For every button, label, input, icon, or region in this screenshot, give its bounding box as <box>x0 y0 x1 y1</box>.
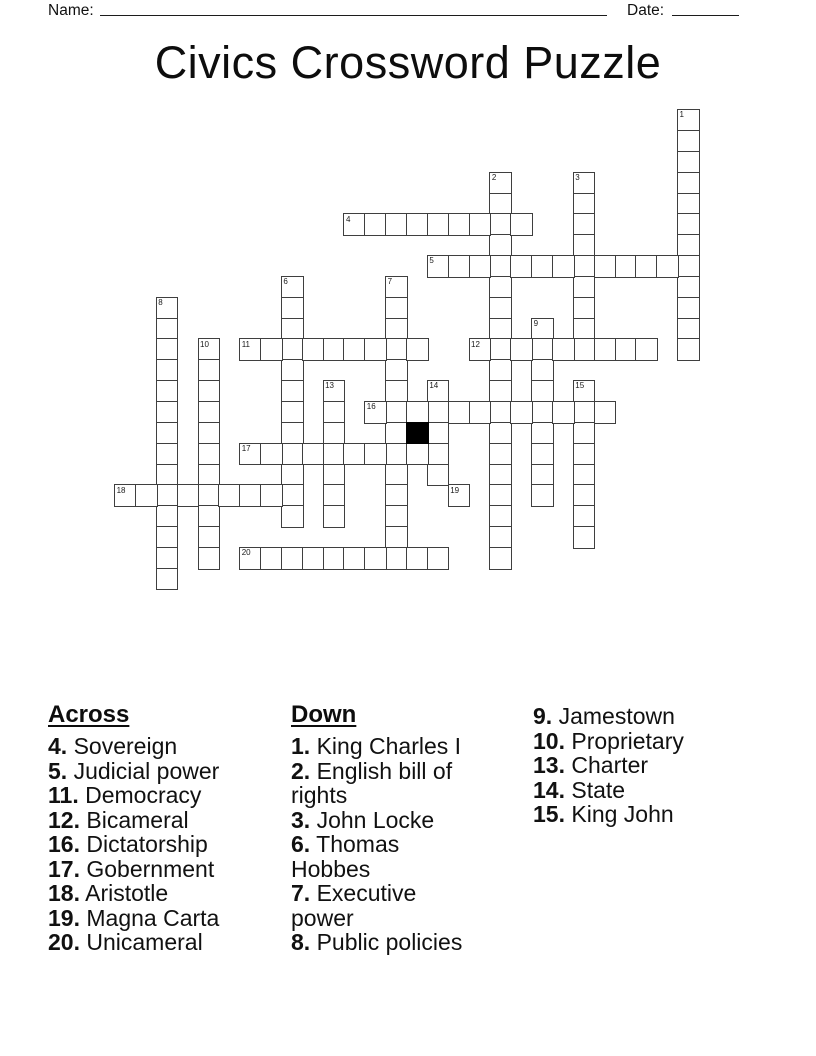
grid-cell[interactable] <box>239 484 262 507</box>
grid-cell[interactable] <box>156 547 179 570</box>
grid-cell[interactable] <box>385 380 408 403</box>
clue-text: Thomas <box>316 831 400 857</box>
grid-cell[interactable] <box>552 338 575 361</box>
grid-cell[interactable] <box>448 213 471 236</box>
cell-number: 10 <box>200 339 209 349</box>
grid-cell[interactable] <box>448 255 471 278</box>
clue-item <box>48 832 280 857</box>
grid-cell[interactable] <box>677 297 700 320</box>
clue-item <box>533 778 763 803</box>
grid-cell[interactable] <box>385 213 408 236</box>
grid-cell[interactable] <box>385 526 408 549</box>
grid-cell[interactable] <box>281 401 304 424</box>
across-heading: Across <box>48 701 130 728</box>
grid-cell[interactable] <box>594 338 617 361</box>
grid-cell[interactable] <box>343 547 366 570</box>
grid-cell[interactable] <box>573 338 596 361</box>
grid-cell[interactable] <box>677 255 700 278</box>
clue-text-continued: power <box>291 904 354 931</box>
grid-cell[interactable] <box>489 359 512 382</box>
clue-number: 12. <box>48 806 80 833</box>
clue-text: Public policies <box>316 929 463 955</box>
clue-item <box>291 832 483 881</box>
grid-cell[interactable] <box>531 401 554 424</box>
clue-item <box>291 930 483 955</box>
grid-cell[interactable] <box>323 464 346 487</box>
cell-number: 2 <box>491 172 497 182</box>
grid-cell[interactable] <box>677 276 700 299</box>
grid-cell[interactable] <box>531 443 554 466</box>
name-label: Name: <box>48 2 94 19</box>
grid-cell[interactable] <box>677 151 700 174</box>
grid-cell[interactable] <box>677 318 700 341</box>
grid-cell[interactable] <box>489 255 512 278</box>
grid-cell[interactable] <box>427 464 450 487</box>
clue-number: 19. <box>48 904 80 931</box>
grid-cell[interactable] <box>489 380 512 403</box>
grid-cell[interactable] <box>469 401 492 424</box>
cell-number: 9 <box>533 318 539 328</box>
grid-cell[interactable] <box>343 338 366 361</box>
grid-cell[interactable] <box>427 401 450 424</box>
grid-cell[interactable] <box>302 443 325 466</box>
grid-cell[interactable] <box>635 255 658 278</box>
grid-cell[interactable] <box>615 255 638 278</box>
clue-number: 14. <box>533 776 565 803</box>
clue-text: Judicial power <box>73 757 220 784</box>
grid-cell[interactable] <box>177 484 200 507</box>
grid-cell[interactable] <box>427 443 450 466</box>
clue-item <box>533 704 763 729</box>
grid-cell[interactable] <box>135 484 158 507</box>
clue-text: English bill of <box>316 757 453 784</box>
clue-item <box>291 881 483 930</box>
grid-cell[interactable] <box>323 422 346 445</box>
grid-cell[interactable] <box>385 484 408 507</box>
clue-number: 5. <box>48 757 68 784</box>
clue-item <box>533 802 763 827</box>
grid-cell[interactable] <box>156 568 179 591</box>
grid-cell[interactable] <box>594 255 617 278</box>
grid-cell[interactable] <box>385 297 408 320</box>
clue-number: 16. <box>48 831 80 857</box>
cell-number: 5 <box>429 256 434 266</box>
clue-number: 7. <box>291 880 311 906</box>
grid-cell[interactable] <box>594 401 617 424</box>
grid-cell[interactable] <box>489 443 512 466</box>
clue-item <box>48 906 280 931</box>
grid-cell[interactable] <box>156 318 179 341</box>
grid-cell[interactable] <box>281 422 304 445</box>
grid-cell[interactable] <box>156 464 179 487</box>
grid-cell[interactable] <box>531 484 554 507</box>
cell-number: 14 <box>429 381 439 391</box>
grid-cell[interactable] <box>406 443 429 466</box>
clue-item <box>48 783 280 808</box>
clue-text: Bicameral <box>86 806 189 833</box>
grid-cell[interactable] <box>489 464 512 487</box>
grid-cell[interactable] <box>489 213 512 236</box>
clue-number: 6. <box>291 831 311 857</box>
grid-cell[interactable] <box>489 234 512 257</box>
grid-cell[interactable] <box>573 401 596 424</box>
grid-cell[interactable] <box>198 547 221 570</box>
grid-cell[interactable] <box>573 526 596 549</box>
grid-cell[interactable] <box>385 505 408 528</box>
grid-cell[interactable] <box>198 484 221 507</box>
cell-number: 4 <box>345 214 351 224</box>
clue-number: 10. <box>533 727 565 754</box>
grid-cell[interactable] <box>198 422 221 445</box>
grid-cell[interactable] <box>489 484 512 507</box>
page-title: Civics Crossword Puzzle <box>154 37 662 88</box>
grid-cell[interactable] <box>656 255 679 278</box>
grid-cell[interactable] <box>198 443 221 466</box>
cell-number: 12 <box>471 339 480 349</box>
grid-cell[interactable] <box>281 359 304 382</box>
grid-cell[interactable] <box>260 338 283 361</box>
grid-cell[interactable] <box>489 318 512 341</box>
grid-cell[interactable] <box>156 484 179 507</box>
clue-number: 17. <box>48 855 80 882</box>
grid-cell[interactable] <box>531 464 554 487</box>
cell-number: 19 <box>450 485 460 495</box>
cell-number: 16 <box>366 402 376 412</box>
grid-cell[interactable] <box>510 255 533 278</box>
clue-text: Jamestown <box>558 703 675 729</box>
grid-cell[interactable] <box>406 213 429 236</box>
grid-cell[interactable] <box>677 193 700 216</box>
grid-cell[interactable] <box>385 464 408 487</box>
cell-number: 15 <box>575 381 585 391</box>
grid-cell[interactable] <box>323 401 346 424</box>
grid-cell[interactable] <box>677 172 700 195</box>
grid-cell[interactable] <box>573 464 596 487</box>
grid-cell[interactable] <box>302 338 325 361</box>
clue-number: 3. <box>291 806 311 833</box>
grid-cell[interactable] <box>531 359 554 382</box>
grid-cell[interactable] <box>302 547 325 570</box>
cell-number: 7 <box>387 277 393 287</box>
cell-number: 20 <box>241 548 251 558</box>
grid-cell[interactable] <box>323 547 346 570</box>
grid-cell[interactable] <box>573 276 596 299</box>
grid-cell[interactable] <box>531 338 554 361</box>
grid-cell[interactable] <box>323 443 346 466</box>
grid-cell[interactable] <box>573 318 596 341</box>
clue-text-continued: Hobbes <box>291 855 371 882</box>
grid-cell[interactable] <box>531 255 554 278</box>
clue-number: 9. <box>533 703 553 729</box>
grid-cell[interactable] <box>281 338 304 361</box>
grid-cell[interactable] <box>156 338 179 361</box>
clue-text: Democracy <box>85 782 202 808</box>
grid-cell[interactable] <box>260 484 283 507</box>
clue-text: Aristotle <box>85 880 169 906</box>
cell-number: 3 <box>575 172 580 182</box>
clue-item <box>533 729 763 754</box>
grid-cell[interactable] <box>156 359 179 382</box>
grid-cell[interactable] <box>385 443 408 466</box>
grid-cell[interactable] <box>281 297 304 320</box>
grid-cell[interactable] <box>260 443 283 466</box>
grid-cell[interactable] <box>385 338 408 361</box>
clue-number: 11. <box>48 782 79 808</box>
grid-cell[interactable] <box>573 422 596 445</box>
grid-cell[interactable] <box>385 547 408 570</box>
clue-text: Proprietary <box>571 727 684 754</box>
clue-item <box>291 808 483 833</box>
grid-cell[interactable] <box>510 213 533 236</box>
grid-cell[interactable] <box>364 338 387 361</box>
grid-cell[interactable] <box>281 505 304 528</box>
grid-cell[interactable] <box>489 526 512 549</box>
clue-item <box>291 759 483 808</box>
grid-cell[interactable] <box>198 505 221 528</box>
grid-cell[interactable] <box>469 213 492 236</box>
grid-cell[interactable] <box>677 213 700 236</box>
down-clue-list <box>291 701 483 955</box>
grid-cell[interactable] <box>489 276 512 299</box>
clue-item <box>533 753 763 778</box>
grid-cell[interactable] <box>677 130 700 153</box>
clue-text-continued: rights <box>291 782 348 808</box>
clue-text: Gobernment <box>86 855 215 882</box>
grid-cell[interactable] <box>156 526 179 549</box>
grid-cell[interactable] <box>573 234 596 257</box>
clue-text: Charter <box>571 752 649 778</box>
grid-cell[interactable] <box>489 422 512 445</box>
grid-cell[interactable] <box>156 505 179 528</box>
grid-cell[interactable] <box>510 338 533 361</box>
grid-cell[interactable] <box>573 505 596 528</box>
grid-cell[interactable] <box>343 443 366 466</box>
clue-number: 4. <box>48 733 68 759</box>
grid-cell[interactable] <box>406 338 429 361</box>
grid-cell[interactable] <box>385 422 408 445</box>
grid-cell[interactable] <box>635 338 658 361</box>
cell-number: 13 <box>325 381 334 391</box>
grid-cell[interactable] <box>573 297 596 320</box>
clue-item <box>48 734 280 759</box>
grid-cell[interactable] <box>573 213 596 236</box>
cell-number: 18 <box>116 485 126 495</box>
grid-cell[interactable] <box>489 505 512 528</box>
grid-cell[interactable] <box>281 464 304 487</box>
grid-cell[interactable] <box>198 526 221 549</box>
date-label: Date: <box>627 2 665 19</box>
clue-number: 15. <box>533 801 565 827</box>
grid-cell[interactable] <box>573 255 596 278</box>
clue-text: Magna Carta <box>86 904 220 931</box>
clue-item <box>48 930 280 955</box>
cell-number: 11 <box>241 339 250 349</box>
grid-cell[interactable] <box>198 464 221 487</box>
cell-number: 17 <box>241 444 251 453</box>
grid-cell[interactable] <box>573 443 596 466</box>
grid-cell[interactable] <box>469 255 492 278</box>
clue-text: John Locke <box>316 806 435 833</box>
grid-cell[interactable] <box>385 359 408 382</box>
grid-cell[interactable] <box>281 443 304 466</box>
grid-cell[interactable] <box>156 401 179 424</box>
clue-item <box>48 808 280 833</box>
grid-cell[interactable] <box>156 422 179 445</box>
grid-cell[interactable] <box>281 380 304 403</box>
grid-cell[interactable] <box>427 547 450 570</box>
grid-cell[interactable] <box>573 193 596 216</box>
grid-cell[interactable] <box>323 338 346 361</box>
grid-cell[interactable] <box>281 318 304 341</box>
grid-cell[interactable] <box>427 422 450 445</box>
grid-cell[interactable] <box>489 401 512 424</box>
grid-cell[interactable] <box>198 359 221 382</box>
down-clue-list-continued <box>533 704 763 827</box>
clue-number: 18. <box>48 880 80 906</box>
grid-cell[interactable] <box>406 401 429 424</box>
grid-cell[interactable] <box>552 255 575 278</box>
clue-text: Sovereign <box>73 733 178 759</box>
clue-text: Executive <box>316 880 417 906</box>
black-cell <box>406 422 429 445</box>
clue-item <box>291 734 483 759</box>
grid-cell[interactable] <box>198 401 221 424</box>
grid-cell[interactable] <box>489 297 512 320</box>
clue-text: King John <box>571 801 674 827</box>
clue-item <box>48 759 280 784</box>
grid-cell[interactable] <box>364 213 387 236</box>
grid-cell[interactable] <box>156 443 179 466</box>
clue-number: 2. <box>291 757 311 784</box>
grid-cell[interactable] <box>531 380 554 403</box>
grid-cell[interactable] <box>385 318 408 341</box>
cell-number: 1 <box>679 110 684 120</box>
clue-text: Dictatorship <box>86 831 208 857</box>
grid-cell[interactable] <box>364 547 387 570</box>
clue-number: 13. <box>533 752 565 778</box>
clue-text: State <box>571 776 626 803</box>
cell-number: 8 <box>158 298 163 308</box>
grid-cell[interactable] <box>281 484 304 507</box>
grid-cell[interactable] <box>489 193 512 216</box>
grid-cell[interactable] <box>385 401 408 424</box>
grid-cell[interactable] <box>406 547 429 570</box>
clue-item <box>48 881 280 906</box>
clue-text: Unicameral <box>86 929 203 955</box>
cell-number: 6 <box>283 277 288 287</box>
clue-item <box>48 857 280 882</box>
grid-cell[interactable] <box>427 213 450 236</box>
grid-cell[interactable] <box>448 401 471 424</box>
clue-text: King Charles I <box>316 733 462 759</box>
down-heading: Down <box>291 701 357 728</box>
grid-cell[interactable] <box>552 401 575 424</box>
grid-cell[interactable] <box>489 547 512 570</box>
grid-cell[interactable] <box>218 484 241 507</box>
grid-cell[interactable] <box>281 547 304 570</box>
grid-cell[interactable] <box>510 401 533 424</box>
grid-cell[interactable] <box>198 380 221 403</box>
grid-cell[interactable] <box>531 422 554 445</box>
clue-number: 1. <box>291 733 311 759</box>
grid-cell[interactable] <box>677 234 700 257</box>
clue-number: 8. <box>291 929 311 955</box>
grid-cell[interactable] <box>364 443 387 466</box>
grid-cell[interactable] <box>677 338 700 361</box>
grid-cell[interactable] <box>260 547 283 570</box>
clue-number: 20. <box>48 929 80 955</box>
across-clue-list <box>48 701 280 955</box>
grid-cell[interactable] <box>489 338 512 361</box>
grid-cell[interactable] <box>323 505 346 528</box>
grid-cell[interactable] <box>615 338 638 361</box>
grid-cell[interactable] <box>156 380 179 403</box>
grid-cell[interactable] <box>323 484 346 507</box>
grid-cell[interactable] <box>573 484 596 507</box>
